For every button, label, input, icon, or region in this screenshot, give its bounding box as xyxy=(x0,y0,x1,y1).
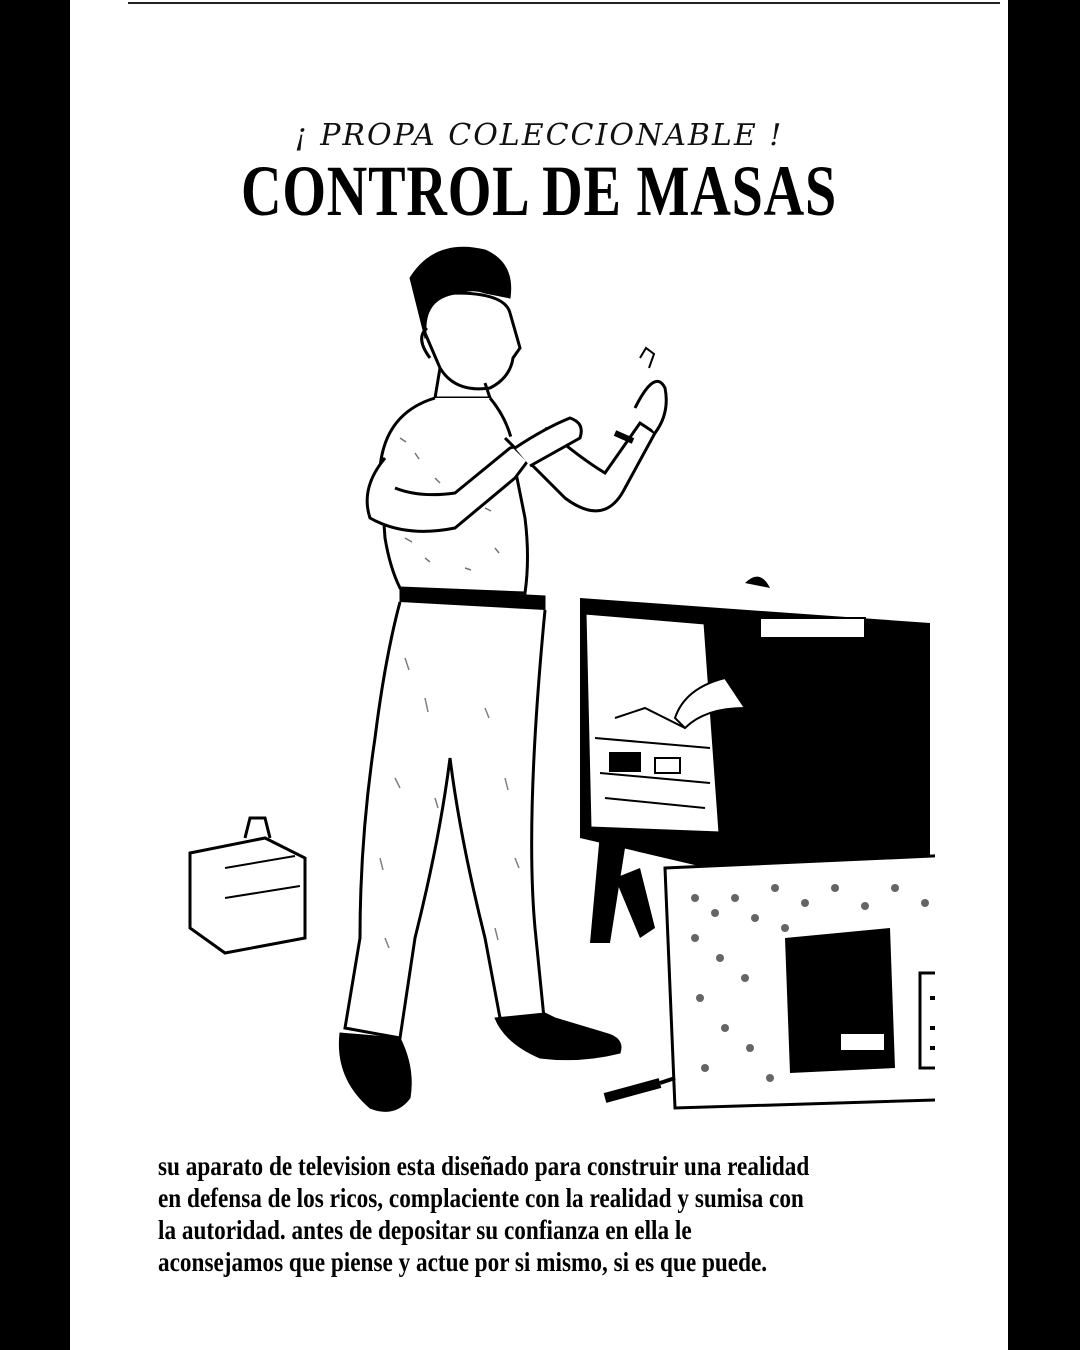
caption-line: aconsejamos que piense y actue por si mismo, si es que puede. xyxy=(158,1247,768,1277)
television-set xyxy=(580,577,935,1108)
screwdriver xyxy=(605,1078,675,1098)
caption-line: la autoridad. antes de depositar su confianza en ella le xyxy=(158,1215,692,1245)
poster-page xyxy=(70,0,1008,1350)
caption-line: en defensa de los ricos, complaciente con la realidad y sumisa con xyxy=(158,1183,804,1213)
tool-box xyxy=(190,818,305,953)
poster-caption xyxy=(158,1150,958,1278)
poster-subtitle: ¡ PROPA COLECCIONABLE ! xyxy=(294,118,784,153)
caption-line: su aparato de television esta diseñado para construir una realidad xyxy=(158,1151,810,1181)
poster-title: CONTROL DE MASAS xyxy=(240,151,838,231)
man-repairing-television-illustration xyxy=(185,238,935,1143)
top-rule xyxy=(128,2,1000,4)
